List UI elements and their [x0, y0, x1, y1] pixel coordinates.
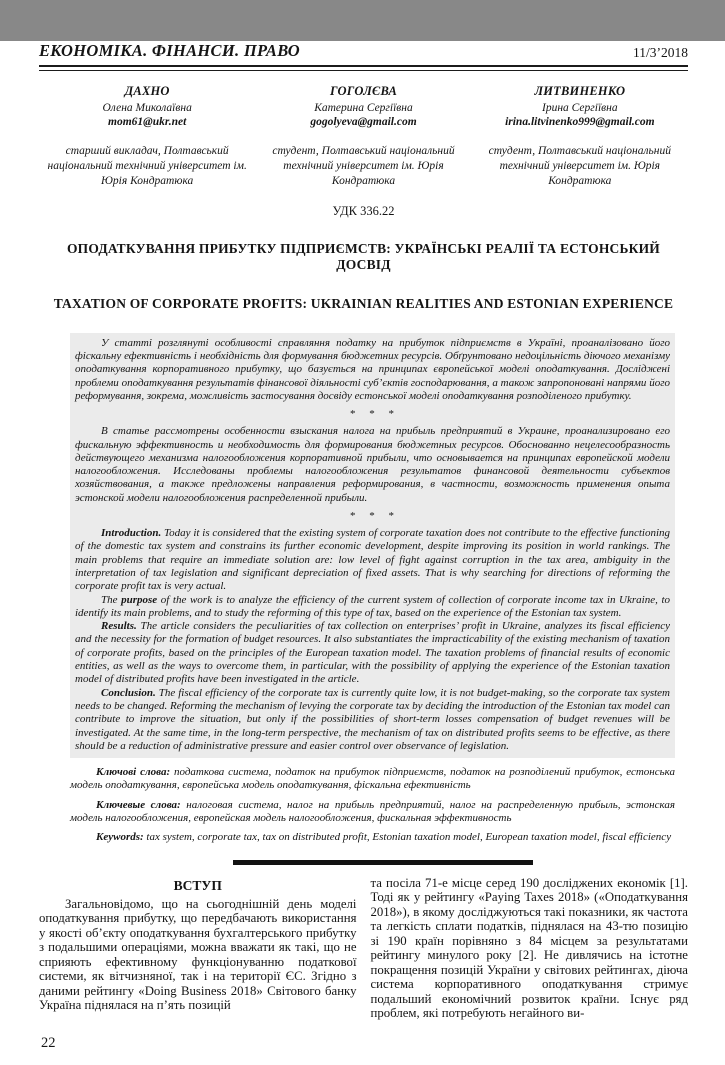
author-email: irina.litvinenko999@gmail.com: [505, 116, 655, 128]
author-surname: ГОГОЛЄВА: [329, 84, 398, 98]
article-title-uk: ОПОДАТКУВАННЯ ПРИБУТКУ ПІДПРИЄМСТВ: УКРАЇНСЬКІ РЕАЛІЇ ТА ЕСТОНСЬКИЙ ДОСВІД: [66, 240, 661, 272]
author-given-name: Ірина Сергіївна: [542, 102, 618, 114]
abstract-ru: В статье рассмотрены особенности взыскания налога на прибыль предприятий в Украине, проанализировано его фискальную эффективность и необходимость для формирования бюджетных ресурсов. Обоснованно нецелесообразность действующего механизма налогообложения корпоративной прибыли, что основывается на принципах европейской модели налогообложения. Исследованы проблемы налогообложения результатов финансовой деятельности субъектов хозяйствования, а также предложены направления реформирования, в частности, возможность применения опыта эстонской модели налогообложения распределенной прибыли.: [75, 425, 670, 504]
lead-word: Results.: [101, 620, 137, 633]
lead-word: Introduction.: [101, 527, 162, 540]
section-separator-stars: * * *: [350, 408, 395, 421]
abstract-uk: У статті розглянуті особливості справляння податку на прибуток підприємств в Україні, проаналізовано його фіскальну ефективність і необхідність для формування бюджетних ресурсів. Обґрунтовано недоцільність діючого механізму оподаткування корпоративного прибутку, що базується на принципах європейської моделі оподаткування. Досліджені проблеми оподаткування результатів фінансової діяльності суб’єктів господарювання, а також запропоновані напрями його реформування, зокрема, можливість застосування досвіду естонської моделі оподаткування розподіленого прибутку.: [75, 336, 670, 402]
paragraph-text: of the work is to analyze the efficiency of the current system of collection of corporate income tax in Ukraine, to identify its main problems, and to study the reforming of this type of tax, based on the experience of the Estonian tax system.: [75, 593, 671, 619]
paragraph-text: The article considers the peculiarities of tax collection on enterprises’ profit in Ukraine, analyzes its fiscal efficiency and the necessity for the formation of budget resources. It also substantiates the impracticability of the existing mechanism of taxation of corporate profits, based on the principles of the European taxation model. The taxation problems of financial results of economic entities, as well as the ways to overcome them, in particular, with the possibility of applying the experience of the Estonian taxation model of distributed profits have been investigated in the article.: [75, 620, 670, 686]
section-separator-stars: * * *: [350, 510, 395, 523]
author-block: [255, 84, 471, 189]
intro-column-right: [371, 876, 689, 1021]
issue-number: 11/3’2018: [633, 45, 688, 60]
section-divider-bar: [233, 860, 533, 865]
abstract-en-conclusion: [75, 687, 670, 753]
keywords-section: [70, 766, 675, 844]
keywords-ru: [70, 799, 675, 826]
author-email: gogolyeva@gmail.com: [310, 116, 417, 128]
author-affiliation: старший викладач, Полтавський національний технічний університет ім. Юрія Кондратюка: [47, 145, 247, 187]
paragraph-text: The fiscal efficiency of the corporate tax is currently quite low, it is not budget-making, so the corporate tax system needs to be changed. Reforming the mechanism of levying the corporate tax by deciding the introduction of the Estonian tax model can contribute to improve the situation, but only if the possibilities of short-term losses compensation of budget revenues will be investigated. At the same time, in the long-term perspective, the mechanism of tax on distributed profits seems to be effective, as there should be a reduction of administrative pressure and easier control over observance of legislation.: [75, 686, 670, 752]
paragraph-text: Today it is considered that the existing system of corporate taxation does not contribute to the effective functioning of the domestic tax system and constrains its further economic development, despite improving its position in world rankings. The main problems that require an immediate solution are: low level of fight against corruption in the tax area, ambiguity in the interpretation of tax legislation and significant depreciation of fixed assets. That is why searching for directions of reforming the corporate profit tax is very actual.: [75, 527, 670, 593]
keywords-text: налоговая система, налог на прибыль предприятий, налог на распределенную прибыль, эстонская модель налогообложения, европейская модель налогообложения, фискальная эффективность: [70, 798, 675, 825]
intro-section: [39, 876, 688, 1021]
lead-word: Conclusion.: [101, 686, 156, 699]
author-surname: ДАХНО: [124, 84, 170, 98]
intro-paragraph-right: та посіла 71-е місце серед 190 досліджених економік [1]. Тоді як у рейтингу «Paying Taxes 2018» («Оподаткування 2018»), в якому досліджуються такі показники, як частота та легкість сплати податків, піднялася на 43-тю позицію зі 190 країн порівняно з 84 місцем за результатами рейтингу минулого року [2]. Не дивлячись на істотне покращення позицій України у світових рейтингах, діюча система корпоративного оподаткування стримує подальший економічний розвиток країни. Існує ряд проблем, які потребують негайного ви-: [370, 875, 688, 1021]
intro-heading: ВСТУП: [173, 877, 222, 893]
lead-word: purpose: [121, 593, 158, 606]
masthead: [39, 41, 688, 61]
abstract-en-introduction: [75, 527, 670, 593]
udc-code: УДК 336.22: [332, 203, 395, 218]
masthead-rule: [39, 65, 688, 71]
author-given-name: Катерина Сергіївна: [314, 102, 413, 114]
journal-page: [0, 41, 725, 1065]
author-email: mom61@ukr.net: [108, 116, 187, 128]
keywords-en: [70, 831, 675, 844]
intro-paragraph-left: Загальновідомо, що на сьогоднішній день моделі оподаткування прибутку, що передбачають використання у якості об’єкту оподаткування бухгалтерського прибутку з подальшими операціями, можна вважати як такі, що не сприяють ефективному функціонуванню податкової системи, як вітчизняної, так і на території ЄС. Згідно з даними рейтингу «Doing Business 2018» Світового банку Україна піднялася на п’ять позицій: [39, 896, 357, 1013]
author-surname: ЛИТВИНЕНКО: [534, 84, 626, 98]
keywords-label: Ключевые слова:: [96, 798, 181, 811]
author-block: [39, 84, 255, 189]
authors-block: [39, 84, 688, 189]
keywords-uk: [70, 766, 675, 793]
article-title-en: TAXATION OF CORPORATE PROFITS: UKRAINIAN REALITIES AND ESTONIAN EXPERIENCE: [53, 295, 674, 311]
author-block: [472, 84, 688, 189]
journal-title: ЕКОНОМІКА. ФІНАНСИ. ПРАВО: [39, 41, 300, 60]
author-affiliation: студент, Полтавський національний технічний університет ім. Юрія Кондратюка: [488, 145, 671, 187]
intro-column-left: [39, 876, 357, 1021]
keywords-label: Keywords:: [96, 831, 144, 844]
author-given-name: Олена Миколаївна: [102, 102, 192, 114]
lead-pre: The: [101, 593, 122, 606]
keywords-text: tax system, corporate tax, tax on distributed profit, Estonian taxation model, European taxation model, fiscal efficiency: [143, 831, 672, 844]
abstract-en-purpose: [75, 594, 670, 621]
page-number: 22: [41, 1034, 56, 1051]
keywords-label: Ключові слова:: [96, 766, 171, 779]
author-affiliation: студент, Полтавський національний технічний університет ім. Юрія Кондратюка: [272, 145, 455, 187]
abstract-en-results: [75, 620, 670, 686]
keywords-text: податкова система, податок на прибуток підприємств, податок на розподілений прибуток, естонська модель оподаткування, європейська модель оподаткування, фіскальна ефективність: [70, 766, 675, 792]
abstracts-section: [70, 333, 675, 758]
